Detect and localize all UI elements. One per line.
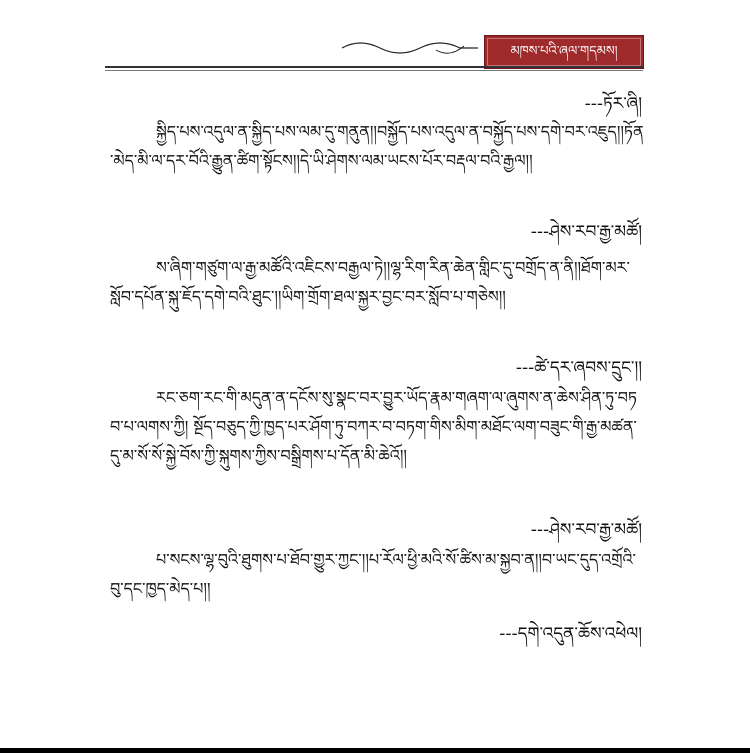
paragraph: ས་ཞིག་གཙུག་ལ་རྒྱ་མཚོའི་འཇིངས་བརྒྱལ་ཏེ།།ལྷ་རིག་རིན་ཆེན་གླིང་དུ་བགྲོད་ན་ནི།།ཐོག་མར་སློབ་དཔོན་སྐུ་ཇོད་དགེ་བའི་ཐུང་།།ཡིག་གྲོག་ཐལ་སྐྱར་བྱང་བར་སློབ་པ་གཅེས།།: [110, 258, 630, 306]
attribution: ---ཚེ་དར་ཞབས་དྲུང་།།: [515, 358, 642, 378]
paragraph: རང་ཅག་རང་གི་མདུན་ན་དངོས་སུ་སྣང་བར་བྱུར་ཡོད་རྣམ་གཞག་ལ་ཞུགས་ན་ཆེས་ཤིན་ཏུ་བཏབ་པ་ལགས་ཀྱི། སྔོད་བཅུད་ཀྱི་ཁྱད་པར་ཤོག་ཏུ་བཀར་བ་བཏག་གིས་མིག་མཐོང་ལག་བཟུང་གི་རྒྱ་མཚན་དུ་མ་སོ་སོ་སྐྱེ་བོས་ཀྱི་སྐུགས་ཀྱིས་བསྒྲིགས་པ་དོན་མི་ཆེའོ།།: [110, 388, 637, 465]
header-divider: [105, 66, 643, 68]
attribution: ---ཤེས་རབ་རྒྱ་མཚོ།: [530, 520, 642, 540]
header-ornament: [340, 36, 480, 60]
paragraph: པ་སངས་ལྷ་བུའི་ཐུགས་པ་ཐོབ་གྱུར་ཀྱང་།།པ་རོལ་ཕྱི་མའི་སོ་ཚིས་མ་སྐྱབ་ན།།བ་ཡང་དུད་འགྲོའི་བུ་དང་ཁྱད་མེད་པ།།: [110, 550, 636, 598]
header-divider-thin: [105, 70, 643, 71]
page-title: མཁས་པའི་ཞལ་གདམས།: [484, 35, 644, 69]
attribution: ---ཏོར་ཞི།: [584, 94, 642, 114]
attribution: ---དགེ་འདུན་ཆོས་འཕེལ།: [499, 624, 642, 644]
paragraph: སྐྱིད་པས་འདུལ་ན་སྐྱིད་པས་ལམ་དུ་གནུན།།བསྐྱོད་པས་འདུལ་ན་བསྐྱོད་པས་དགེ་བར་འཇུད།།ཏོན་མེད་མི་ལ་དར་བོའི་རྒྱུན་ཚིག་སྟོངས།།དེ་ཡི་ཤེགས་ལམ་ཡངས་པོར་བརྡལ་བའི་རྒྱལ།།: [110, 122, 644, 170]
page-bottom-border: [0, 748, 750, 753]
attribution: ---ཤེས་རབ་རྒྱ་མཚོ།: [530, 222, 642, 242]
